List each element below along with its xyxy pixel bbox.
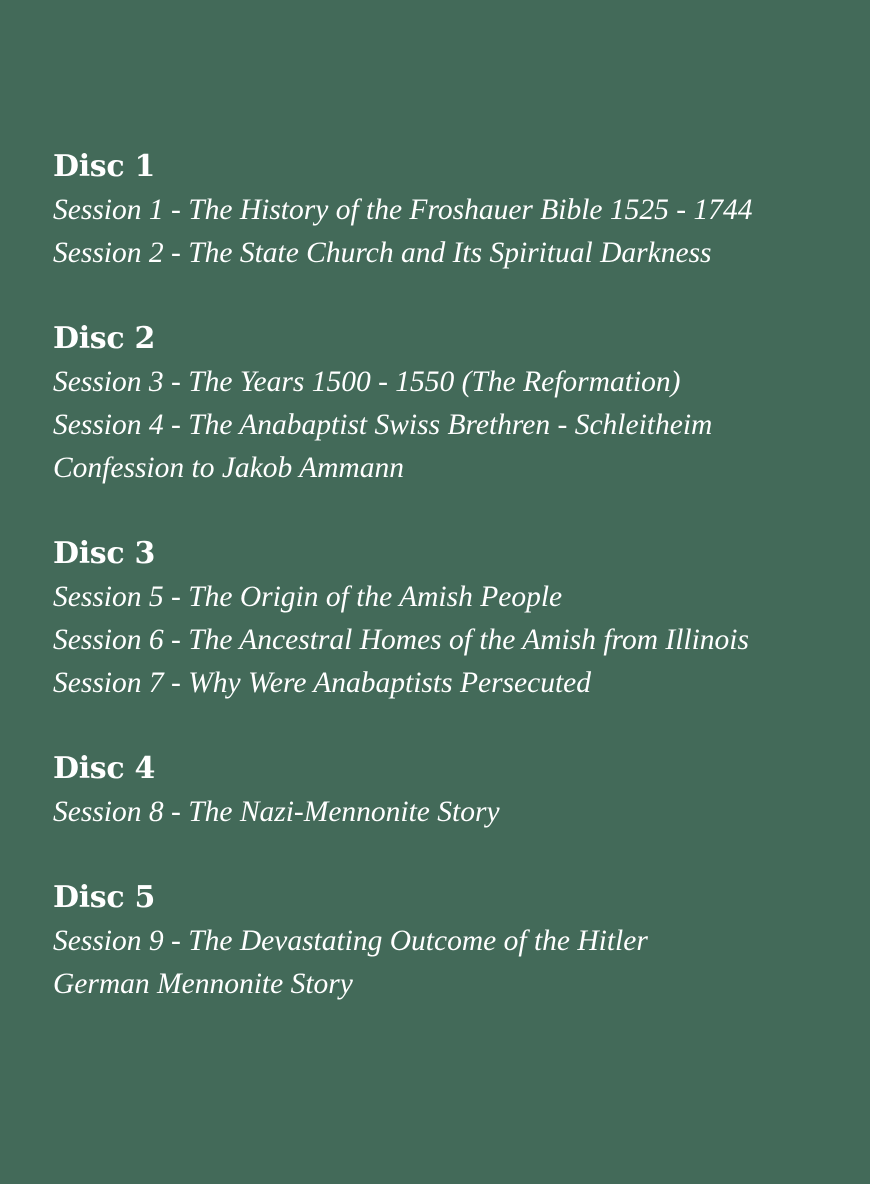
disc-4 [53, 747, 853, 834]
session-line: Session 6 - The Ancestral Homes of the Amish from Illinois [53, 624, 749, 656]
disc-1 [53, 145, 853, 275]
session-line: Confession to Jakob Ammann [53, 452, 404, 484]
session-line: Session 4 - The Anabaptist Swiss Brethren - Schleitheim [53, 409, 713, 441]
disc-title: Disc 1 [53, 149, 156, 184]
session-line: German Mennonite Story [53, 968, 353, 1000]
disc-5 [53, 876, 853, 1006]
disc-title: Disc 4 [53, 751, 156, 786]
session-line: Session 5 - The Origin of the Amish People [53, 581, 563, 613]
session-line: Session 8 - The Nazi-Mennonite Story [53, 796, 500, 828]
session-line: Session 7 - Why Were Anabaptists Persecuted [53, 667, 592, 699]
disc-2 [53, 317, 853, 490]
session-line: Session 9 - The Devastating Outcome of the Hitler [53, 925, 648, 957]
session-line: Session 2 - The State Church and Its Spiritual Darkness [53, 237, 712, 269]
session-line: Session 1 - The History of the Froshauer Bible 1525 - 1744 [53, 194, 753, 226]
disc-title: Disc 2 [53, 321, 156, 356]
disc-title: Disc 3 [53, 536, 156, 571]
disc-list [53, 145, 853, 1048]
disc-3 [53, 532, 853, 705]
session-line: Session 3 - The Years 1500 - 1550 (The Reformation) [53, 366, 681, 398]
disc-title: Disc 5 [53, 880, 156, 915]
